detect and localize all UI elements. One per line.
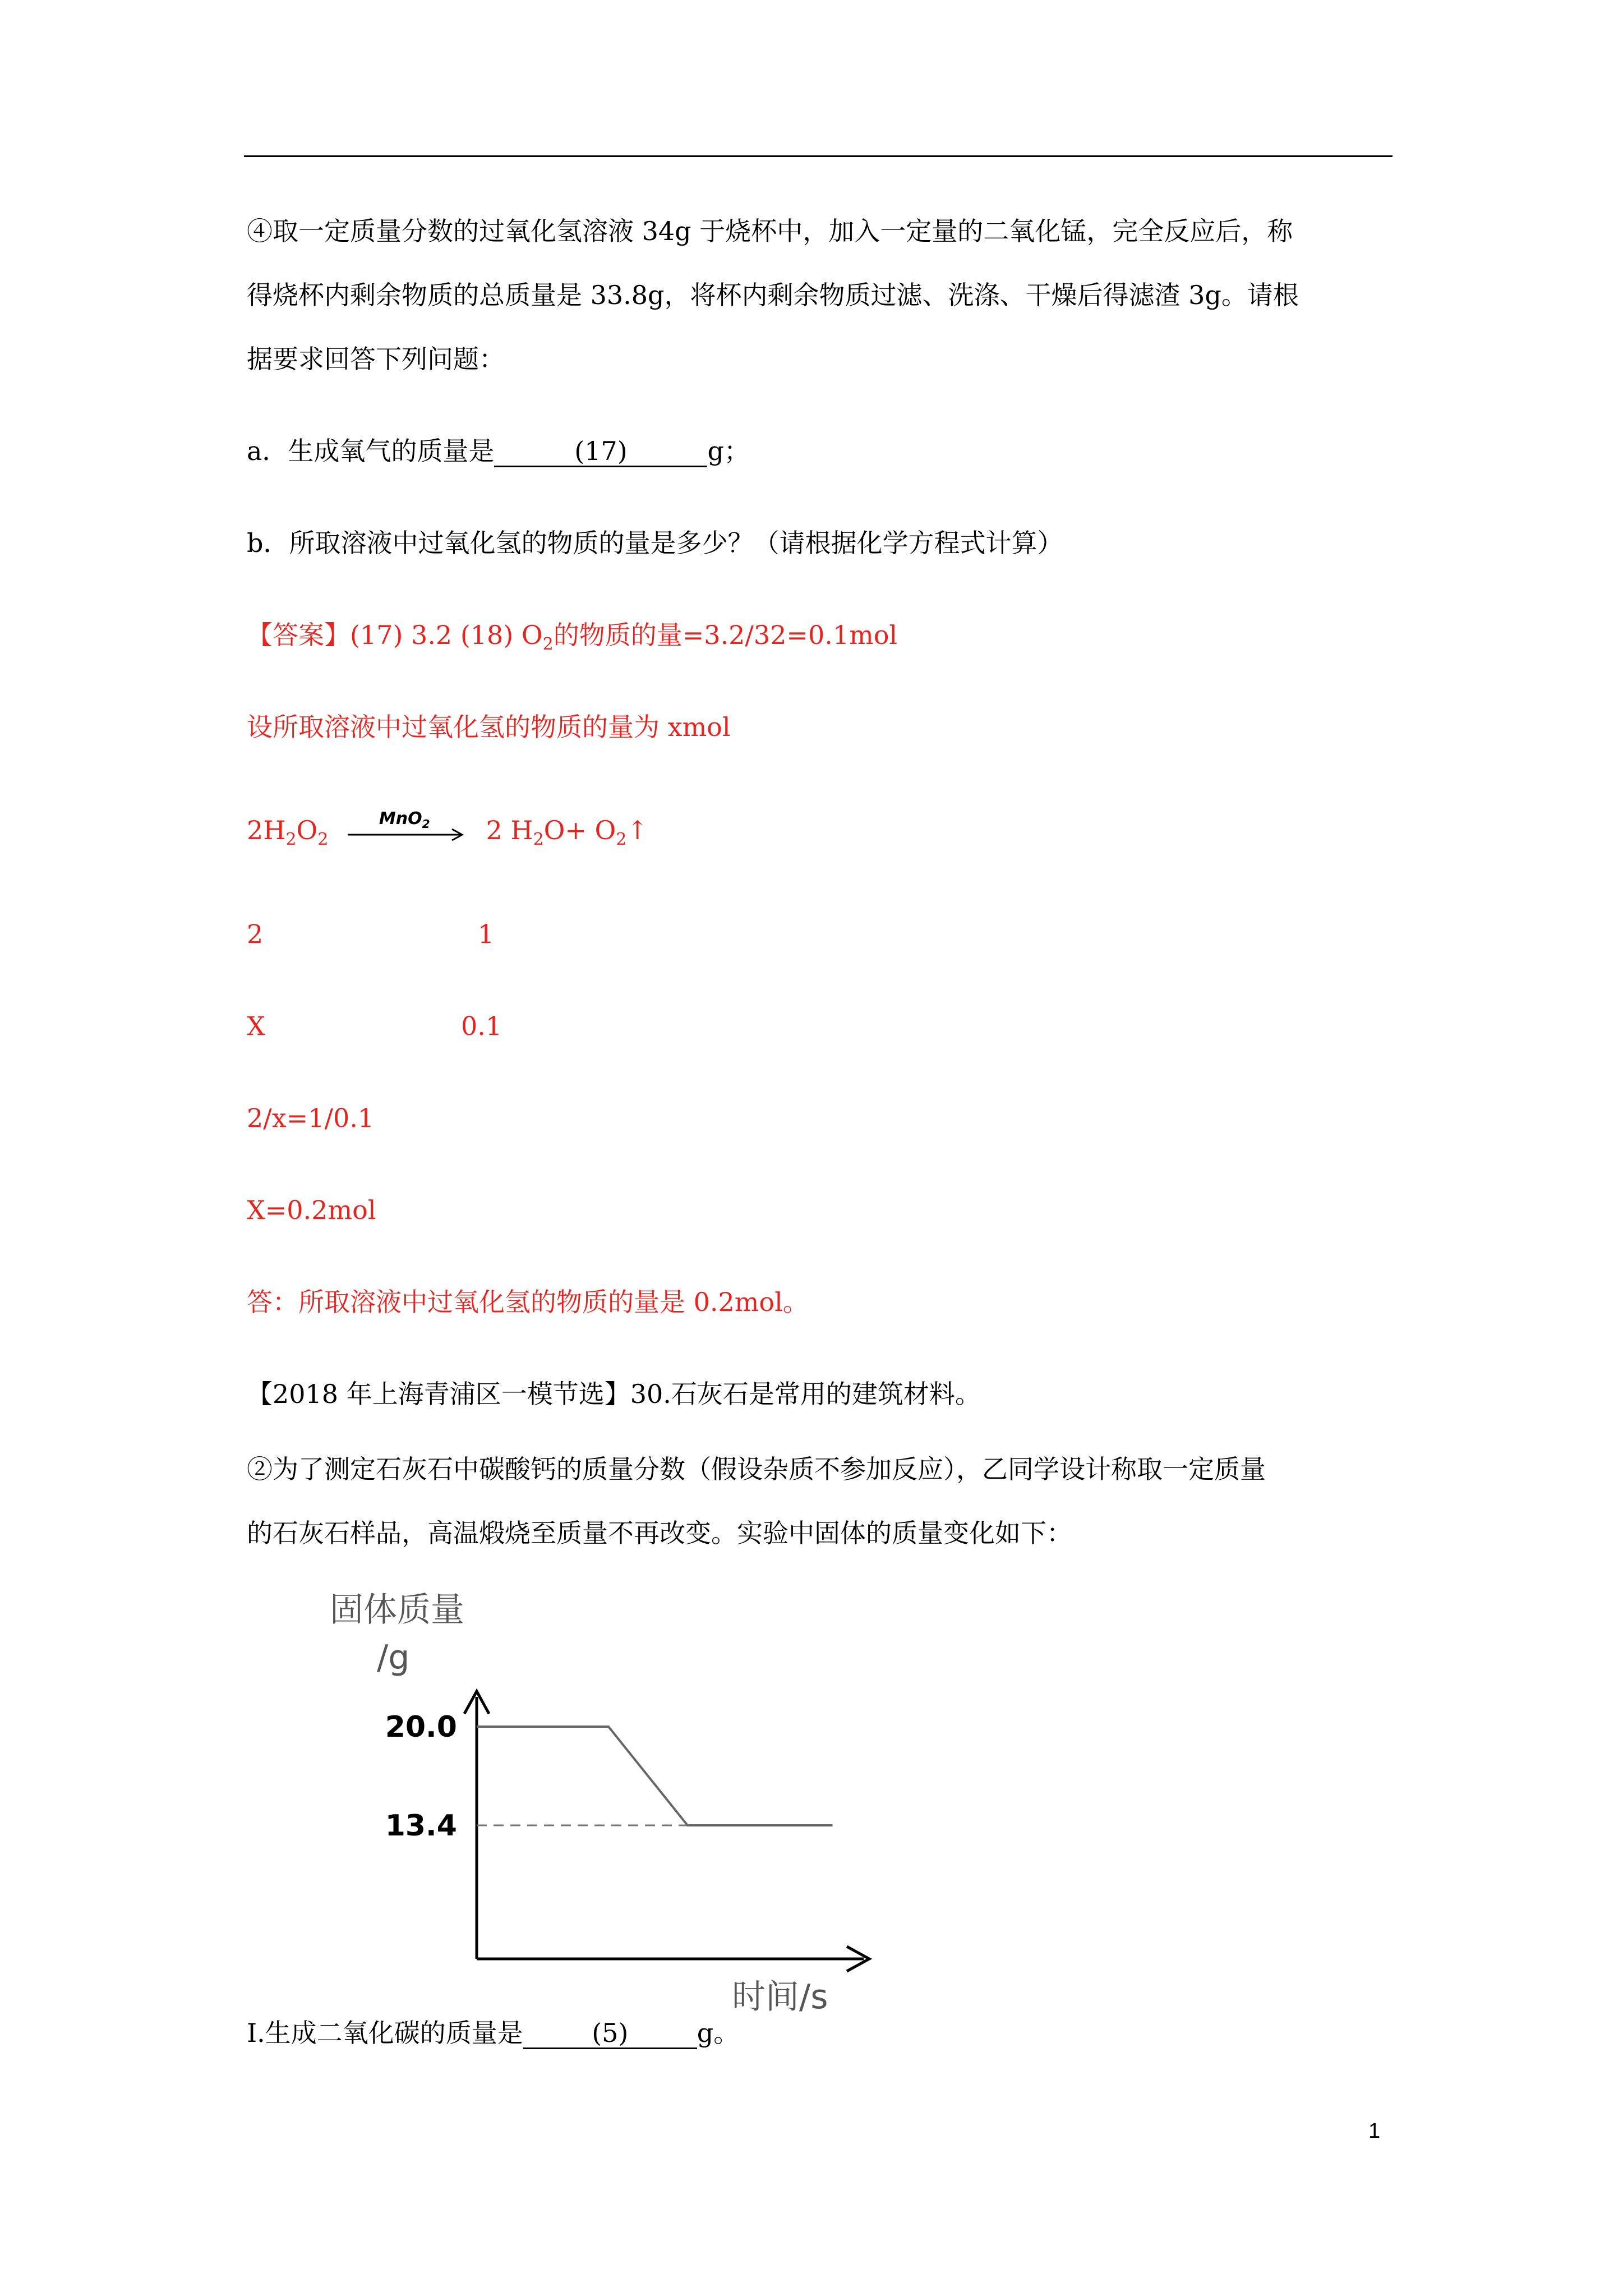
reaction-arrow-icon (345, 816, 469, 849)
mass-time-chart (314, 1571, 931, 2031)
paragraph1-line2: 得烧杯内剩余物质的总质量是 33.8g，将杯内剩余物质过滤、洗涤、干燥后得滤渣 3g。请根 (247, 280, 1299, 310)
answer-line (247, 618, 897, 661)
y-tick-label-20: 20.0 (385, 1710, 457, 1744)
question-a-prefix: a．生成氧气的质量是 (247, 436, 495, 466)
question-a-suffix: g； (707, 436, 750, 466)
answer-label: 【答案】 (247, 620, 350, 650)
answer-part18-suffix: 的物质的量=3.2/32=0.1mol (553, 620, 898, 650)
eq-rhs-sub2: 2 (616, 830, 627, 850)
question-I-prefix: Ⅰ.生成二氧化碳的质量是 (247, 2018, 523, 2048)
chart-ylabel-line1: 固体质量 (330, 1590, 464, 1630)
proportion-line: 2/x=1/0.1 (247, 1103, 375, 1133)
answer-part18-sub: 2 (542, 634, 554, 655)
eq-lhs-sub1: 2 (285, 830, 297, 850)
chart-axes (464, 1691, 869, 1971)
answer-blank-17[interactable]: (17) (494, 436, 707, 467)
eq-lhs-sub2: 2 (317, 830, 329, 850)
catalyst-sub: 2 (422, 817, 430, 831)
chart-ylabel-line2: /g (377, 1638, 410, 1677)
answer-let-line: 设所取溶液中过氧化氢的物质的量为 xmol (247, 712, 731, 742)
conclusion-line: 答：所取溶液中过氧化氢的物质的量是 0.2mol。 (247, 1287, 809, 1317)
paragraph1-line3: 据要求回答下列问题： (247, 344, 505, 374)
question-a (247, 434, 750, 468)
ratio-left: 2 (247, 919, 264, 949)
gas-up-arrow: ↑ (626, 815, 648, 845)
unknown-left: X (247, 1011, 265, 1041)
unknown-right: 0.1 (461, 1011, 502, 1041)
question-b: b．所取溶液中过氧化氢的物质的量是多少？（请根据化学方程式计算） (247, 528, 1063, 558)
mass-series-line (477, 1727, 833, 1825)
chart-xlabel: 时间/s (732, 1977, 828, 2017)
answer-part17: (17) 3.2 (350, 620, 453, 650)
question-I (247, 2016, 739, 2050)
y-tick-label-13-4: 13.4 (385, 1809, 457, 1843)
header-rule (244, 155, 1393, 157)
section2-line2: 的石灰石样品，高温煅烧至质量不再改变。实验中固体的质量变化如下： (247, 1518, 1072, 1548)
eq-rhs-1: 2 H (486, 815, 533, 845)
eq-rhs-sub1: 2 (533, 830, 544, 850)
eq-lhs-mid: O (296, 815, 318, 845)
answer-blank-5[interactable]: (5) (523, 2018, 697, 2049)
answer-part18-prefix: (18) O (460, 620, 543, 650)
eq-rhs-2: O+ O (543, 815, 616, 845)
section2-line1: ②为了测定石灰石中碳酸钙的质量分数（假设杂质不参加反应），乙同学设计称取一定质量 (247, 1454, 1266, 1484)
reaction-arrow (345, 809, 469, 849)
result-line: X=0.2mol (247, 1195, 376, 1225)
eq-lhs-coef: 2H (247, 815, 286, 845)
ratio-right: 1 (478, 919, 495, 949)
section2-title: 【2018 年上海青浦区一模节选】30.石灰石是常用的建筑材料。 (247, 1379, 981, 1409)
paragraph1-line1: ④取一定质量分数的过氧化氢溶液 34g 于烧杯中，加入一定量的二氧化锰，完全反应后，称 (247, 216, 1293, 246)
question-I-suffix: g。 (697, 2018, 740, 2048)
catalyst-text: MnO (379, 809, 422, 829)
page-number: 1 (1368, 2119, 1381, 2143)
chemical-equation (247, 809, 648, 857)
